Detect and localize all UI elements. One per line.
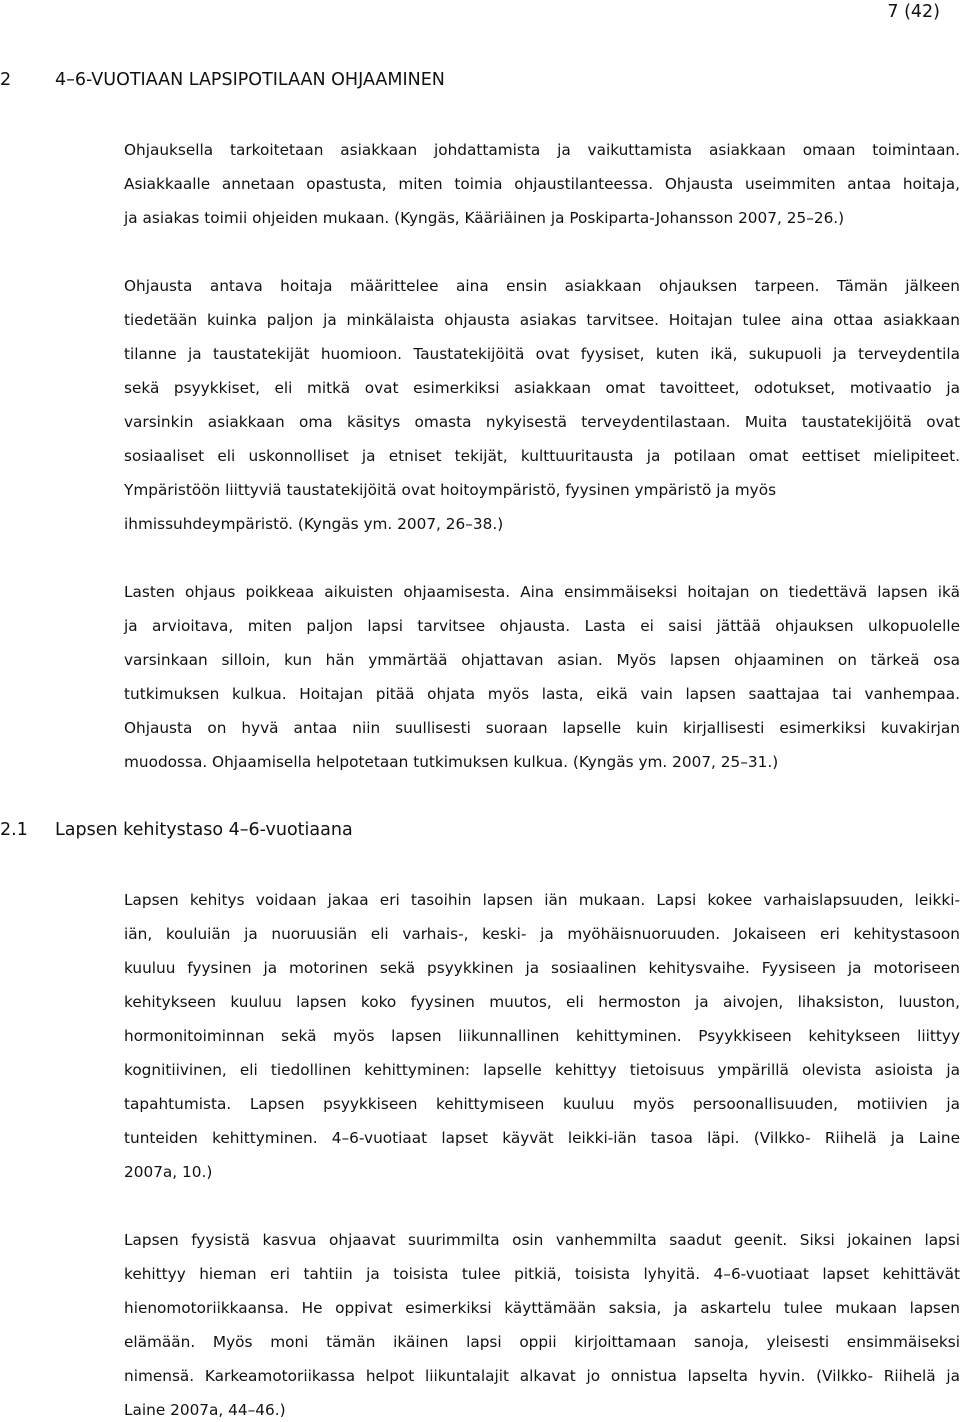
page-number: 7 (42) — [887, 2, 940, 22]
paragraph-line: elämään. Myös moni tämän ikäinen lapsi oppii kirjoittamaan sanoja, yleisesti ensimmäiseksi — [124, 1333, 960, 1351]
paragraph-line: Ohjausta on hyvä antaa niin suullisesti suoraan lapselle kuin kirjallisesti esimerkiksi kuvakirjan — [124, 719, 960, 737]
paragraph-line: tiedetään kuinka paljon ja minkälaista ohjausta asiakas tarvitsee. Hoitajan tulee aina ottaa asiakkaan — [124, 311, 960, 329]
paragraph-line: kuuluu fyysinen ja motorinen sekä psyykkinen ja sosiaalinen kehitysvaihe. Fyysiseen ja motoriseen — [124, 959, 960, 977]
paragraph-line: kehitykseen kuuluu lapsen koko fyysinen muutos, eli hermoston ja aivojen, lihaksiston, luuston, — [124, 993, 960, 1011]
paragraph-line: 2007a, 10.) — [124, 1163, 213, 1181]
paragraph-line: ihmissuhdeympäristö. (Kyngäs ym. 2007, 26–38.) — [124, 515, 504, 533]
paragraph-line: tapahtumista. Lapsen psyykkiseen kehittymiseen kuuluu myös persoonallisuuden, motiivien ja — [124, 1095, 960, 1113]
paragraph-line: varsinkaan silloin, kun hän ymmärtää ohjattavan asian. Myös lapsen ohjaaminen on tärkeä osa — [124, 651, 960, 669]
paragraph-line: ja asiakas toimii ohjeiden mukaan. (Kyngäs, Kääriäinen ja Poskiparta-Johansson 2007, 25–26.) — [124, 209, 845, 227]
paragraph-line: Ohjauksella tarkoitetaan asiakkaan johdattamista ja vaikuttamista asiakkaan omaan toimintaan. — [124, 141, 960, 159]
paragraph-line: kognitiivinen, eli tiedollinen kehittyminen: lapselle kehittyy tietoisuus ympärillä olevista asioista ja — [124, 1061, 960, 1079]
section-number: 2 — [0, 70, 12, 90]
paragraph-line: hienomotoriikkaansa. He oppivat esimerkiksi käyttämään saksia, ja askartelu tulee mukaan lapsen — [124, 1299, 960, 1317]
paragraph-line: hormonitoiminnan sekä myös lapsen liikunnallinen kehittyminen. Psyykkiseen kehitykseen liittyy — [124, 1027, 960, 1045]
paragraph-line: tilanne ja taustatekijät huomioon. Taustatekijöitä ovat fyysiset, kuten ikä, sukupuoli ja terveydentila — [124, 345, 960, 363]
subsection-number: 2.1 — [0, 820, 28, 840]
section-title: 4–6-VUOTIAAN LAPSIPOTILAAN OHJAAMINEN — [55, 70, 445, 90]
paragraph-line: Lapsen kehitys voidaan jakaa eri tasoihin lapsen iän mukaan. Lapsi kokee varhaislapsuuden, leikki- — [124, 891, 960, 909]
paragraph-line: sekä psyykkiset, eli mitkä ovat esimerkiksi asiakkaan omat tavoitteet, odotukset, motivaatio ja — [124, 379, 960, 397]
paragraph-line: varsinkin asiakkaan oma käsitys omasta nykyisestä terveydentilastaan. Muita taustatekijöitä ovat — [124, 413, 960, 431]
paragraph-line: kehittyy hieman eri tahtiin ja toisista tulee pitkiä, toisista lyhyitä. 4–6-vuotiaat lapset kehittävät — [124, 1265, 960, 1283]
paragraph-line: Lasten ohjaus poikkeaa aikuisten ohjaamisesta. Aina ensimmäiseksi hoitajan on tiedettävä lapsen ikä — [124, 583, 960, 601]
paragraph-line: Asiakkaalle annetaan opastusta, miten toimia ohjaustilanteessa. Ohjausta useimmiten antaa hoitaja, — [124, 175, 960, 193]
paragraph-line: Lapsen fyysistä kasvua ohjaavat suurimmilta osin vanhemmilta saadut geenit. Siksi jokainen lapsi — [124, 1231, 960, 1249]
paragraph-line: nimensä. Karkeamotoriikassa helpot liikuntalajit alkavat jo onnistua lapselta hyvin. (Vilkko- Riihelä ja — [124, 1367, 960, 1385]
paragraph-line: sosiaaliset eli uskonnolliset ja etniset tekijät, kulttuuritausta ja potilaan omat eettiset mielipiteet. — [124, 447, 960, 465]
paragraph-line: iän, kouluiän ja nuoruusiän eli varhais-, keski- ja myöhäisnuoruuden. Jokaiseen eri kehitystasoon — [124, 925, 960, 943]
paragraph-line: Laine 2007a, 44–46.) — [124, 1401, 286, 1419]
paragraph-line: tutkimuksen kulkua. Hoitajan pitää ohjata myös lasta, eikä vain lapsen saattajaa tai vanhempaa. — [124, 685, 960, 703]
paragraph-line: ja arvioitava, miten paljon lapsi tarvitsee ohjausta. Lasta ei saisi jättää ohjauksen ulkopuolelle — [124, 617, 960, 635]
paragraph-line: tunteiden kehittyminen. 4–6-vuotiaat lapset käyvät leikki-iän tasoa läpi. (Vilkko- Riihelä ja Laine — [124, 1129, 960, 1147]
subsection-title: Lapsen kehitystaso 4–6-vuotiaana — [55, 820, 353, 840]
paragraph-line: muodossa. Ohjaamisella helpotetaan tutkimuksen kulkua. (Kyngäs ym. 2007, 25–31.) — [124, 753, 779, 771]
paragraph-line: Ympäristöön liittyviä taustatekijöitä ovat hoitoympäristö, fyysinen ympäristö ja myös — [124, 481, 777, 499]
paragraph-line: Ohjausta antava hoitaja määrittelee aina ensin asiakkaan ohjauksen tarpeen. Tämän jälkeen — [124, 277, 960, 295]
